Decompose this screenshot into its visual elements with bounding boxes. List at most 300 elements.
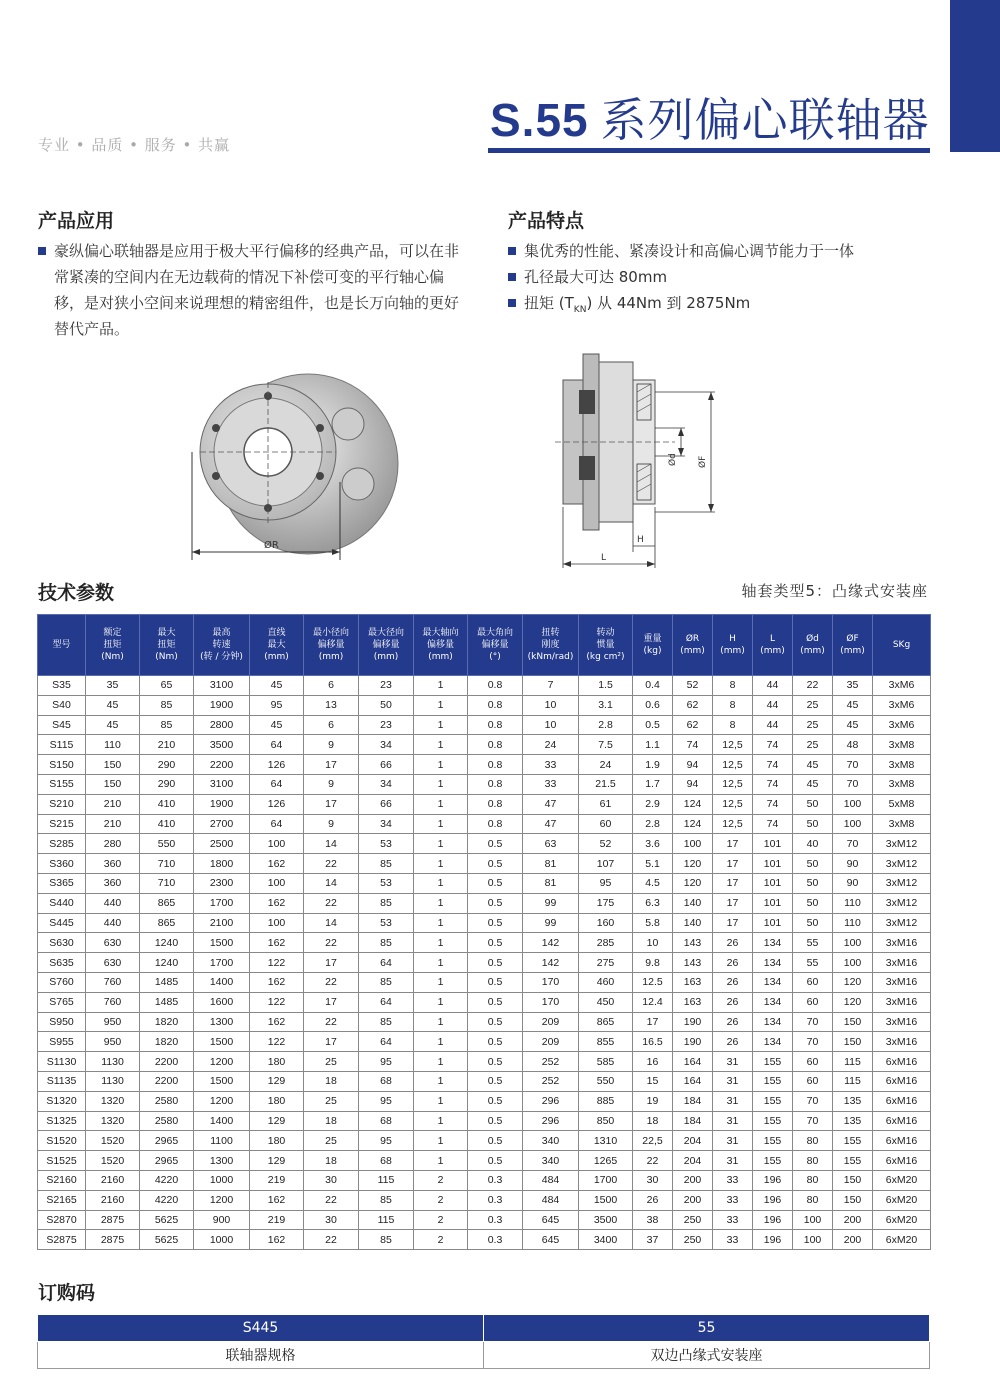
table-cell: 8 — [713, 676, 753, 696]
table-cell: 155 — [753, 1091, 793, 1111]
table-cell: 250 — [673, 1230, 713, 1250]
table-cell: 184 — [673, 1111, 713, 1131]
table-cell: 70 — [793, 1091, 833, 1111]
table-cell: 22 — [304, 1190, 359, 1210]
table-cell: 65 — [140, 676, 194, 696]
table-cell: 410 — [140, 814, 194, 834]
table-cell: 14 — [304, 834, 359, 854]
table-cell: 1200 — [194, 1190, 250, 1210]
table-cell: 0.5 — [468, 1151, 523, 1171]
tech-subtitle: 轴套类型5：凸缘式安装座 — [741, 582, 928, 600]
table-cell: S445 — [38, 913, 86, 933]
table-cell: 2800 — [194, 715, 250, 735]
table-cell: 219 — [250, 1210, 304, 1230]
application-text: 豪纵偏心联轴器是应用于极大平行偏移的经典产品，可以在非常紧凑的空间内在无边载荷的情况下补偿可变的平行轴心偏移，是对狭小空间来说理想的精密组件，也是长万向轴的更好替代产品。 — [38, 238, 468, 342]
table-cell: 1 — [414, 972, 468, 992]
table-cell: 8 — [713, 715, 753, 735]
spec-header-cell: 最小径向 偏移量 (mm) — [304, 615, 359, 676]
table-cell: 550 — [579, 1071, 633, 1091]
table-cell: 170 — [523, 992, 579, 1012]
table-cell: 196 — [753, 1190, 793, 1210]
table-cell: 120 — [833, 972, 873, 992]
table-cell: 85 — [359, 854, 414, 874]
table-cell: 81 — [523, 854, 579, 874]
table-cell: 0.5 — [633, 715, 673, 735]
table-cell: 90 — [833, 873, 873, 893]
table-cell: 1500 — [194, 1071, 250, 1091]
table-cell: 0.6 — [633, 695, 673, 715]
table-cell: 6xM20 — [873, 1190, 931, 1210]
table-cell: 1 — [414, 695, 468, 715]
table-cell: 630 — [86, 933, 140, 953]
table-cell: 163 — [673, 992, 713, 1012]
table-cell: 3100 — [194, 676, 250, 696]
table-cell: 190 — [673, 1012, 713, 1032]
table-cell: 290 — [140, 755, 194, 775]
table-cell: 3xM8 — [873, 814, 931, 834]
model-number: S.55 — [490, 94, 589, 146]
table-cell: 12,5 — [713, 794, 753, 814]
table-cell: S955 — [38, 1032, 86, 1052]
table-cell: 12,5 — [713, 735, 753, 755]
table-cell: 80 — [793, 1190, 833, 1210]
table-cell: 85 — [359, 893, 414, 913]
table-cell: 1400 — [194, 972, 250, 992]
table-cell: 360 — [86, 873, 140, 893]
table-cell: 85 — [359, 1012, 414, 1032]
table-cell: 45 — [793, 755, 833, 775]
table-cell: 162 — [250, 933, 304, 953]
table-cell: 3.1 — [579, 695, 633, 715]
table-cell: 34 — [359, 814, 414, 834]
table-cell: 25 — [793, 695, 833, 715]
table-row — [38, 873, 931, 893]
table-cell: 2200 — [194, 755, 250, 775]
table-cell: S950 — [38, 1012, 86, 1032]
table-cell: 3xM16 — [873, 953, 931, 973]
table-cell: 85 — [359, 933, 414, 953]
table-cell: 3xM12 — [873, 913, 931, 933]
table-cell: 162 — [250, 1190, 304, 1210]
table-cell: 140 — [673, 913, 713, 933]
table-cell: 6xM16 — [873, 1111, 931, 1131]
table-cell: 44 — [753, 695, 793, 715]
table-cell: 1 — [414, 794, 468, 814]
table-cell: 2 — [414, 1170, 468, 1190]
table-cell: 17 — [633, 1012, 673, 1032]
table-cell: 1 — [414, 755, 468, 775]
table-cell: 1 — [414, 1111, 468, 1131]
table-cell: 200 — [673, 1190, 713, 1210]
table-row — [38, 1012, 931, 1032]
table-cell: 1 — [414, 1032, 468, 1052]
table-cell: 85 — [359, 1230, 414, 1250]
table-cell: 1200 — [194, 1052, 250, 1072]
table-cell: 150 — [833, 1012, 873, 1032]
spec-header-cell: 直线 最大 (mm) — [250, 615, 304, 676]
table-cell: 8 — [713, 695, 753, 715]
table-cell: 6xM16 — [873, 1071, 931, 1091]
table-cell: 0.3 — [468, 1230, 523, 1250]
table-cell: 110 — [833, 893, 873, 913]
dimension-d-label: Ød — [668, 453, 678, 466]
table-cell: 64 — [250, 735, 304, 755]
table-cell: 1265 — [579, 1151, 633, 1171]
table-cell: 85 — [140, 715, 194, 735]
table-cell: 7.5 — [579, 735, 633, 755]
spec-header-cell: L (mm) — [753, 615, 793, 676]
table-cell: 484 — [523, 1190, 579, 1210]
table-cell: 17 — [304, 794, 359, 814]
table-cell: 3xM12 — [873, 854, 931, 874]
table-cell: 1000 — [194, 1230, 250, 1250]
table-cell: 45 — [833, 695, 873, 715]
table-cell: 22 — [304, 854, 359, 874]
table-cell: 31 — [713, 1071, 753, 1091]
table-cell: 1 — [414, 992, 468, 1012]
table-cell: S1520 — [38, 1131, 86, 1151]
table-cell: 12.4 — [633, 992, 673, 1012]
table-cell: 26 — [713, 1012, 753, 1032]
table-cell: 30 — [633, 1170, 673, 1190]
table-cell: 155 — [833, 1131, 873, 1151]
application-heading: 产品应用 — [38, 210, 115, 232]
table-cell: 2500 — [194, 834, 250, 854]
table-cell: 3.6 — [633, 834, 673, 854]
table-cell: 124 — [673, 814, 713, 834]
table-cell: 3500 — [579, 1210, 633, 1230]
table-cell: 135 — [833, 1111, 873, 1131]
table-cell: S2165 — [38, 1190, 86, 1210]
table-cell: 0.5 — [468, 972, 523, 992]
table-cell: 25 — [304, 1091, 359, 1111]
spec-header-cell: ØR (mm) — [673, 615, 713, 676]
table-cell: 85 — [140, 695, 194, 715]
table-cell: 1 — [414, 873, 468, 893]
table-cell: 64 — [359, 953, 414, 973]
spec-header-cell: 扭转 刚度 (kNm/rad) — [523, 615, 579, 676]
table-cell: 296 — [523, 1091, 579, 1111]
table-cell: 95 — [579, 873, 633, 893]
table-cell: 13 — [304, 695, 359, 715]
table-cell: S365 — [38, 873, 86, 893]
table-cell: 12.5 — [633, 972, 673, 992]
table-cell: 33 — [523, 755, 579, 775]
table-cell: 99 — [523, 893, 579, 913]
table-cell: 33 — [523, 774, 579, 794]
table-cell: 1130 — [86, 1071, 140, 1091]
table-cell: 143 — [673, 933, 713, 953]
table-cell: 1 — [414, 1091, 468, 1111]
table-cell: 204 — [673, 1131, 713, 1151]
spec-header-cell: SKg — [873, 615, 931, 676]
table-row — [38, 715, 931, 735]
table-cell: 196 — [753, 1210, 793, 1230]
table-cell: 200 — [673, 1170, 713, 1190]
table-cell: 6xM20 — [873, 1230, 931, 1250]
table-cell: 45 — [250, 715, 304, 735]
table-cell: 0.5 — [468, 893, 523, 913]
table-cell: 37 — [633, 1230, 673, 1250]
table-cell: 100 — [793, 1230, 833, 1250]
table-cell: 340 — [523, 1151, 579, 1171]
table-cell: 38 — [633, 1210, 673, 1230]
table-cell: 1820 — [140, 1032, 194, 1052]
table-cell: 9 — [304, 735, 359, 755]
table-cell: 1 — [414, 913, 468, 933]
order-desc-hub: 双边凸缘式安装座 — [484, 1342, 930, 1369]
table-cell: S45 — [38, 715, 86, 735]
table-cell: 62 — [673, 695, 713, 715]
table-cell: 2 — [414, 1230, 468, 1250]
table-cell: 1 — [414, 1012, 468, 1032]
table-cell: 1130 — [86, 1052, 140, 1072]
table-cell: 1485 — [140, 992, 194, 1012]
table-cell: 5.1 — [633, 854, 673, 874]
table-cell: 0.3 — [468, 1210, 523, 1230]
table-cell: 180 — [250, 1091, 304, 1111]
table-cell: 865 — [579, 1012, 633, 1032]
table-cell: 19 — [633, 1091, 673, 1111]
table-cell: 120 — [673, 873, 713, 893]
table-cell: 64 — [359, 992, 414, 1012]
table-cell: 30 — [304, 1210, 359, 1230]
table-row — [38, 794, 931, 814]
table-cell: 124 — [673, 794, 713, 814]
table-cell: 50 — [793, 794, 833, 814]
dimension-f-label: ØF — [698, 455, 708, 468]
table-cell: 450 — [579, 992, 633, 1012]
table-cell: 55 — [793, 953, 833, 973]
table-cell: 200 — [833, 1210, 873, 1230]
table-cell: S635 — [38, 953, 86, 973]
table-cell: 2.8 — [633, 814, 673, 834]
table-cell: 1.5 — [579, 676, 633, 696]
table-cell: 95 — [359, 1091, 414, 1111]
table-cell: 0.5 — [468, 1012, 523, 1032]
table-cell: S765 — [38, 992, 86, 1012]
table-cell: 33 — [713, 1190, 753, 1210]
table-cell: 1820 — [140, 1012, 194, 1032]
table-row — [38, 992, 931, 1012]
table-cell: 2.9 — [633, 794, 673, 814]
table-cell: 3xM16 — [873, 1032, 931, 1052]
table-cell: 1500 — [579, 1190, 633, 1210]
table-cell: 66 — [359, 794, 414, 814]
table-cell: 26 — [713, 933, 753, 953]
table-cell: 24 — [579, 755, 633, 775]
table-cell: S155 — [38, 774, 86, 794]
table-cell: 14 — [304, 873, 359, 893]
table-cell: 134 — [753, 992, 793, 1012]
table-cell: 129 — [250, 1151, 304, 1171]
table-cell: 3xM8 — [873, 774, 931, 794]
table-cell: 1520 — [86, 1151, 140, 1171]
table-cell: 23 — [359, 715, 414, 735]
table-cell: S115 — [38, 735, 86, 755]
table-row — [38, 933, 931, 953]
table-cell: 1500 — [194, 1032, 250, 1052]
table-cell: 1500 — [194, 933, 250, 953]
table-cell: 26 — [713, 992, 753, 1012]
table-cell: 180 — [250, 1052, 304, 1072]
table-cell: 0.3 — [468, 1190, 523, 1210]
table-row — [38, 774, 931, 794]
table-cell: 80 — [793, 1151, 833, 1171]
table-row — [38, 1151, 931, 1171]
table-cell: 110 — [86, 735, 140, 755]
table-cell: 122 — [250, 953, 304, 973]
table-cell: 252 — [523, 1052, 579, 1072]
table-cell: 4220 — [140, 1190, 194, 1210]
table-cell: 12,5 — [713, 755, 753, 775]
table-cell: 101 — [753, 873, 793, 893]
table-cell: 1 — [414, 1071, 468, 1091]
table-cell: 1485 — [140, 972, 194, 992]
table-cell: 865 — [140, 913, 194, 933]
table-cell: 22,5 — [633, 1131, 673, 1151]
table-cell: 33 — [713, 1230, 753, 1250]
table-cell: 150 — [833, 1170, 873, 1190]
spec-header-cell: Ød (mm) — [793, 615, 833, 676]
spec-header-cell: 型号 — [38, 615, 86, 676]
table-cell: 1 — [414, 814, 468, 834]
table-cell: 0.8 — [468, 774, 523, 794]
table-cell: 31 — [713, 1151, 753, 1171]
table-cell: 210 — [140, 735, 194, 755]
table-cell: 52 — [579, 834, 633, 854]
table-cell: 2200 — [140, 1071, 194, 1091]
table-cell: 3xM16 — [873, 992, 931, 1012]
table-cell: 855 — [579, 1032, 633, 1052]
table-cell: S1130 — [38, 1052, 86, 1072]
table-cell: 645 — [523, 1230, 579, 1250]
table-cell: 710 — [140, 873, 194, 893]
table-cell: 0.5 — [468, 913, 523, 933]
table-cell: 68 — [359, 1151, 414, 1171]
table-cell: 70 — [833, 755, 873, 775]
table-cell: 115 — [833, 1071, 873, 1091]
table-cell: 50 — [793, 873, 833, 893]
table-cell: 135 — [833, 1091, 873, 1111]
table-cell: 9.8 — [633, 953, 673, 973]
table-cell: S1135 — [38, 1071, 86, 1091]
table-cell: 1 — [414, 933, 468, 953]
features-list — [508, 238, 948, 323]
table-cell: 74 — [673, 735, 713, 755]
table-cell: S150 — [38, 755, 86, 775]
table-cell: 45 — [86, 715, 140, 735]
table-cell: 196 — [753, 1170, 793, 1190]
table-row — [38, 913, 931, 933]
table-cell: 190 — [673, 1032, 713, 1052]
table-cell: 0.5 — [468, 854, 523, 874]
table-cell: 0.5 — [468, 992, 523, 1012]
spec-body — [38, 676, 931, 1250]
table-cell: 6 — [304, 715, 359, 735]
table-cell: 101 — [753, 854, 793, 874]
table-cell: 2 — [414, 1210, 468, 1230]
table-cell: 45 — [250, 676, 304, 696]
table-cell: 5625 — [140, 1230, 194, 1250]
table-cell: 55 — [793, 933, 833, 953]
table-cell: S1325 — [38, 1111, 86, 1131]
table-cell: 60 — [793, 972, 833, 992]
table-cell: 70 — [833, 834, 873, 854]
table-cell: 12,5 — [713, 814, 753, 834]
table-cell: 1310 — [579, 1131, 633, 1151]
table-cell: 164 — [673, 1071, 713, 1091]
table-cell: 1 — [414, 1052, 468, 1072]
table-row — [38, 1190, 931, 1210]
dimension-r-label: ØR — [264, 540, 279, 551]
table-cell: 126 — [250, 755, 304, 775]
feature-item: 孔径最大可达 80mm — [508, 264, 948, 290]
table-cell: 120 — [833, 992, 873, 1012]
table-cell: 64 — [250, 814, 304, 834]
table-cell: 1200 — [194, 1091, 250, 1111]
table-cell: 22 — [633, 1151, 673, 1171]
table-cell: 100 — [833, 933, 873, 953]
spec-header-cell: 转动 惯量 (kg cm²) — [579, 615, 633, 676]
table-cell: 710 — [140, 854, 194, 874]
order-code-table — [37, 1314, 930, 1369]
table-cell: 63 — [523, 834, 579, 854]
table-cell: S40 — [38, 695, 86, 715]
table-cell: 460 — [579, 972, 633, 992]
table-cell: 3xM6 — [873, 676, 931, 696]
table-cell: 9 — [304, 774, 359, 794]
table-cell: 170 — [523, 972, 579, 992]
spec-header-cell: H (mm) — [713, 615, 753, 676]
table-cell: 585 — [579, 1052, 633, 1072]
title-underline — [488, 148, 930, 153]
table-cell: 1 — [414, 1131, 468, 1151]
table-cell: S215 — [38, 814, 86, 834]
table-cell: 184 — [673, 1091, 713, 1111]
table-row — [38, 854, 931, 874]
table-cell: 3500 — [194, 735, 250, 755]
table-cell: 209 — [523, 1012, 579, 1032]
table-cell: 60 — [579, 814, 633, 834]
feature-item-torque: 扭矩 $(T_{KN})$ 从 44Nm 到 2875Nm — [508, 290, 948, 323]
table-cell: 24 — [523, 735, 579, 755]
table-cell: S2870 — [38, 1210, 86, 1230]
table-cell: 2.8 — [579, 715, 633, 735]
tech-heading: 技术参数 — [38, 582, 115, 604]
table-cell: 209 — [523, 1032, 579, 1052]
table-cell: 90 — [833, 854, 873, 874]
table-cell: 210 — [86, 814, 140, 834]
table-cell: 15 — [633, 1071, 673, 1091]
table-cell: 142 — [523, 953, 579, 973]
table-cell: 3100 — [194, 774, 250, 794]
table-cell: 74 — [753, 814, 793, 834]
table-cell: 4220 — [140, 1170, 194, 1190]
table-cell: 950 — [86, 1032, 140, 1052]
table-cell: 1 — [414, 735, 468, 755]
table-cell: 1.1 — [633, 735, 673, 755]
table-cell: 155 — [753, 1111, 793, 1131]
table-cell: 340 — [523, 1131, 579, 1151]
table-cell: 10 — [523, 695, 579, 715]
table-cell: 80 — [793, 1170, 833, 1190]
table-cell: 74 — [753, 755, 793, 775]
table-cell: 31 — [713, 1091, 753, 1111]
table-cell: 6xM20 — [873, 1210, 931, 1230]
table-cell: 74 — [753, 774, 793, 794]
table-cell: 3xM16 — [873, 933, 931, 953]
